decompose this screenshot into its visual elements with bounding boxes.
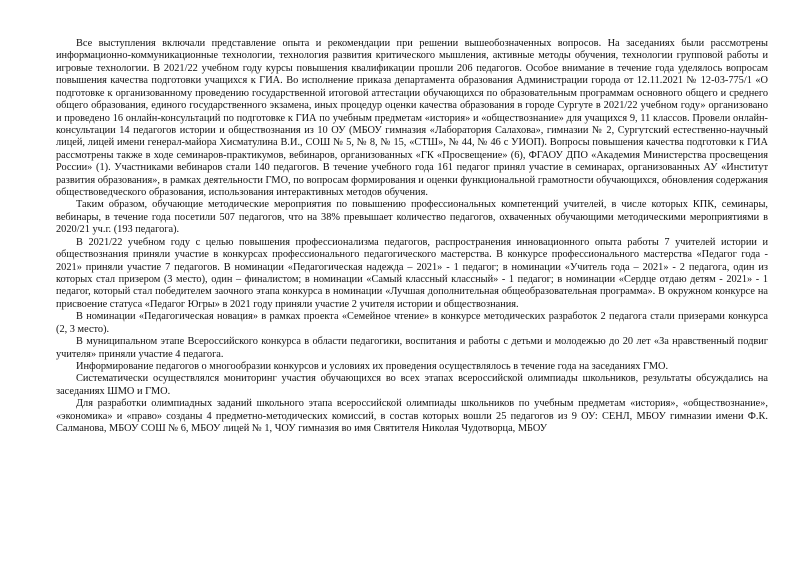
paragraph-3: В 2021/22 учебном году с целью повышения профессионализма педагогов, распространения инновационного опыта работы 7 учителей истории и обществознания приняли участие в конкурсах профессионального педагогического мастерства. В конкурсе профессионального мастерства «Педагог года - 2021» приняли участие 7 педагогов. В номинации «Педагогическая надежда – 2021» - 1 педагог; в номинации «Учитель года – 2021» - 2 педагога, один из которых стал призером (3 место), один – финалистом; в номинации «Самый классный классный» - 1 педагог; в номинации «Сердце отдаю детям - 2021» - 1 педагог, который стал победителем заочного этапа конкурса в номинации «Лучшая дополнительная общеобразовательная программа». В окружном конкурсе на присвоение статуса «Педагог Югры» в 2021 году приняли участие 2 учителя истории и обществознания.	[56, 236, 768, 310]
document-page	[56, 38, 768, 436]
paragraph-4: В номинации «Педагогическая новация» в рамках проекта «Семейное чтение» в конкурсе методических разработок 2 педагога стали призерами конкурса (2, 3 место).	[56, 311, 768, 335]
paragraph-6: Информирование педагогов о многообразии конкурсов и условиях их проведения осуществлялось в течение года на заседаниях ГМО.	[76, 360, 669, 372]
paragraph-1: Все выступления включали представление опыта и рекомендации при решении вышеобозначенных вопросов. На заседаниях были рассмотрены информационно-коммуникационные технологии, технология развития критического мышления, активные методы обучения, технологии групповой работы и игровые технологии. В 2021/22 учебном году курсы повышения квалификации прошли 206 педагогов. Особое внимание в течение года уделялось вопросам повышения качества подготовки учащихся к ГИА. Во исполнение приказа департамента образования Администрации города от 12.11.2021 № 12-03-775/1 «О подготовке к организованному проведению государственной итоговой аттестации обучающихся по образовательным программам основного общего и среднего общего образования, единого государственного экзамена, иных процедур оценки качества образования в городе Сургуте в 2021/22 учебном году» организовано и проведено 16 онлайн-консультаций по подготовке к ГИА по учебным предметам «история» и «обществознание» для учащихся 9, 11 классов. Провели онлайн-консультации 14 педагогов истории и обществознания из 10 ОУ (МБОУ гимназия «Лаборатория Салахова», гимназии № 2, Сургутский естественно-научный лицей, лицей имени генерал-майора Хисматулина В.И., СОШ № 5, № 8, № 15, «СТШ», № 44, № 46 с УИОП). Вопросы повышения качества подготовки к ГИА рассмотрены также в ходе семинаров-практикумов, вебинаров, организованных «ГК «Просвещение» (6), ФГАОУ ДПО «Академия Министерства просвещения России» (1). Участниками вебинаров стали 140 педагогов. В течение учебного года 161 педагог принял участие в семинарах, организованных АУ «Институт развития образования», в рамках деятельности ГМО, по вопросам формирования и оценки функциональной грамотности обучающихся, обновления содержания обществоведческого образования, использования интерактивных методов обучения.	[56, 38, 768, 199]
paragraph-7: Систематически осуществлялся мониторинг участия обучающихся во всех этапах всероссийской олимпиады школьников, результаты обсуждались на заседаниях ШМО и ГМО.	[56, 373, 768, 397]
paragraph-8: Для разработки олимпиадных заданий школьного этапа всероссийской олимпиады школьников по учебным предметам «история», «обществознание», «экономика» и «право» созданы 4 предметно-методических комиссий, в состав которых вошли 25 педагогов из 9 ОУ: СЕНЛ, МБОУ гимназии имени Ф.К. Салманова, МБОУ СОШ № 6, МБОУ лицей № 1, ЧОУ гимназия во имя Святителя Николая Чудотворца, МБОУ	[56, 398, 768, 435]
paragraph-5: В муниципальном этапе Всероссийского конкурса в области педагогики, воспитания и работы с детьми и молодежью до 20 лет «За нравственный подвиг учителя» приняли участие 4 педагога.	[56, 336, 768, 360]
paragraph-2: Таким образом, обучающие методические мероприятия по повышению профессиональных компетенций учителей, в числе которых КПК, семинары, вебинары, в течение года посетили 507 педагогов, что на 38% превышает количество педагогов, охваченных обучающими методическими мероприятиями в 2020/21 уч.г. (193 педагога).	[56, 199, 768, 236]
